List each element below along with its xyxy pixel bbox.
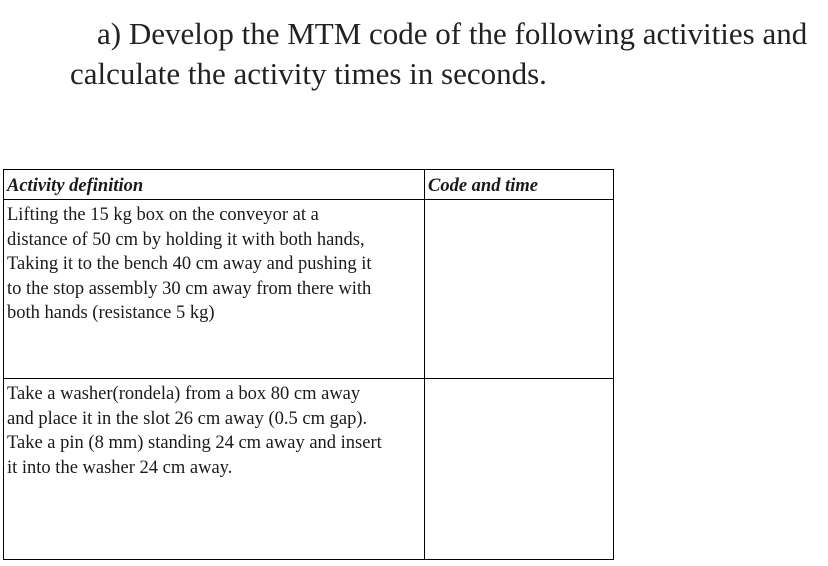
table-row	[4, 200, 614, 379]
question-text	[70, 14, 820, 94]
header-activity-definition: Activity definition	[4, 170, 425, 200]
activity-cell	[4, 200, 425, 379]
question-line-1: a) Develop the MTM code of the following activities and	[97, 16, 808, 51]
header-code-and-time: Code and time	[425, 170, 614, 200]
mtm-activity-table	[3, 169, 614, 560]
activity-definition-text: Take a washer(rondela) from a box 80 cm away and place it in the slot 26 cm away (0.5 cm gap). Take a pin (8 mm) standing 24 cm away and insert it into the washer 24 cm away.	[7, 384, 382, 478]
code-and-time-cell[interactable]	[425, 200, 614, 379]
question-line-2: calculate the activity times in seconds.	[70, 56, 547, 91]
code-and-time-cell[interactable]	[425, 379, 614, 560]
activity-definition-text: Lifting the 15 kg box on the conveyor at a distance of 50 cm by holding it with both hands, Taking it to the bench 40 cm away and pushing it to the stop assembly 30 cm away from there with both hands (resistance 5 kg)	[7, 205, 372, 323]
table-header-row	[4, 170, 614, 200]
activity-cell	[4, 379, 425, 560]
table-row	[4, 379, 614, 560]
